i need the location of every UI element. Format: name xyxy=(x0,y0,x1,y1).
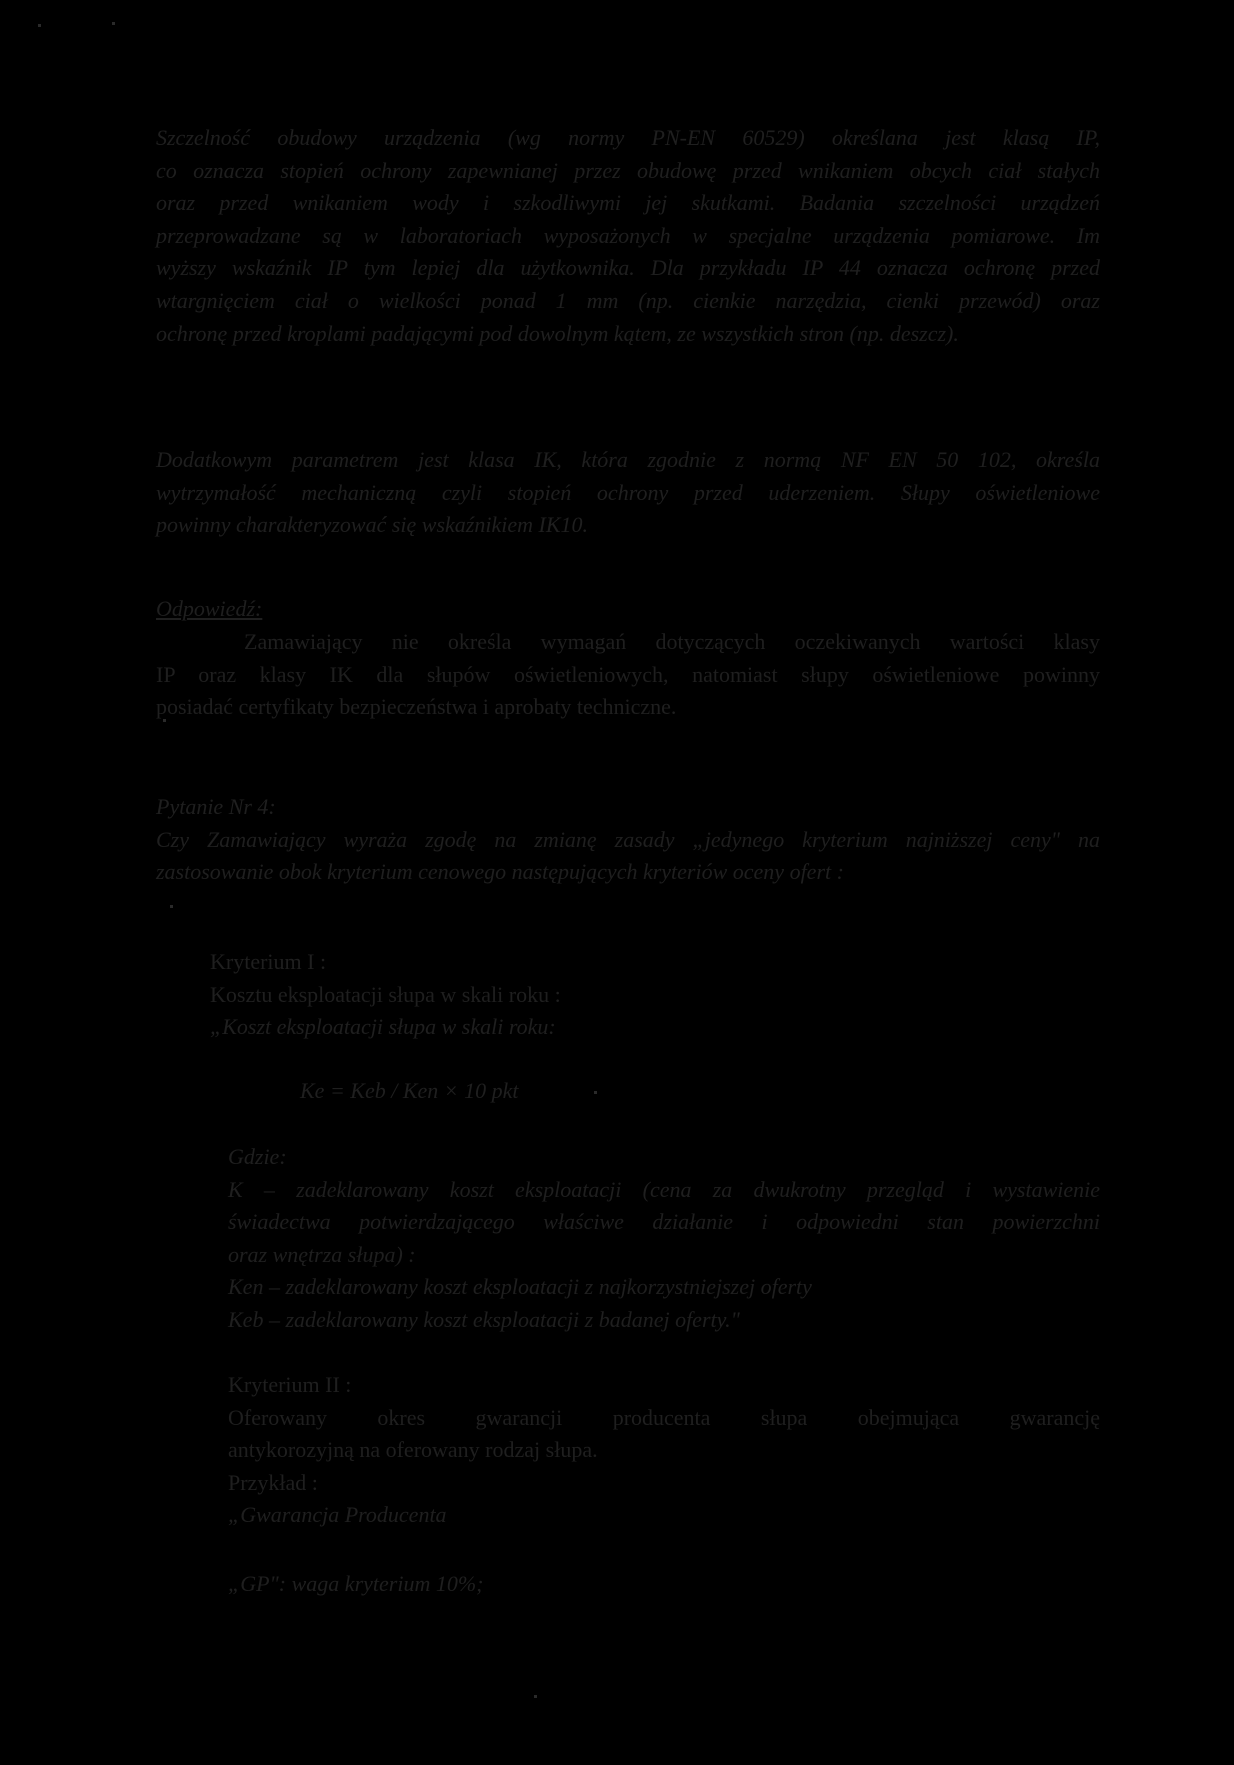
answer-label xyxy=(156,593,1100,626)
scan-speck xyxy=(594,1091,597,1094)
where-label: Gdzie: xyxy=(228,1144,287,1169)
criterion-2-weight xyxy=(228,1568,1100,1601)
text-line: Czy Zamawiający wyraża zgodę na zmianę zasady „jedynego kryterium najniższej ceny" na xyxy=(156,826,1100,852)
criterion-1-header xyxy=(210,946,1100,1044)
text-line: zastosowanie obok kryterium cenowego następujących kryteriów oceny ofert : xyxy=(156,859,844,885)
criterion-2 xyxy=(228,1369,1100,1532)
text-line: Zamawiający nie określa wymagań dotyczących oczekiwanych wartości klasy xyxy=(244,629,1100,654)
text-line: Dodatkowym parametrem jest klasa IK, która zgodnie z normą NF EN 50 102, określa xyxy=(156,447,1100,472)
example-quote: „Gwarancja Producenta xyxy=(228,1502,447,1528)
criterion-title: Kryterium I : xyxy=(210,949,327,974)
example-label: Przykład : xyxy=(228,1469,318,1495)
formula xyxy=(300,1075,900,1108)
definition-line: świadectwa potwierdzającego właściwe działanie i odpowiedni stan powierzchni xyxy=(228,1209,1100,1235)
criterion-subtitle: Kosztu eksploatacji słupa w skali roku : xyxy=(210,981,561,1007)
text-line: Oferowany okres gwarancji producenta słupa obejmująca gwarancję xyxy=(228,1404,1100,1430)
criterion-title: Kryterium II : xyxy=(228,1372,352,1397)
paragraph-ip-class xyxy=(156,122,1100,350)
definition-line: Ken – zadeklarowany koszt eksploatacji z najkorzystniejszej oferty xyxy=(228,1274,812,1300)
text-line: antykorozyjną na oferowany rodzaj słupa. xyxy=(228,1437,598,1463)
formula-text: Ke = Keb / Ken × 10 pkt xyxy=(300,1078,519,1103)
text-line: posiadać certyfikaty bezpieczeństwa i aprobaty techniczne. xyxy=(156,694,677,720)
scan-speck xyxy=(112,22,115,25)
scan-speck xyxy=(534,1695,537,1698)
text-line: przeprowadzane są w laboratoriach wyposażonych w specjalne urządzenia pomiarowe. Im xyxy=(156,222,1100,248)
text-line: IP oraz klasy IK dla słupów oświetleniowych, natomiast słupy oświetleniowe powinny xyxy=(156,661,1100,687)
definition-line: Keb – zadeklarowany koszt eksploatacji z badanej oferty." xyxy=(228,1306,740,1332)
scan-speck xyxy=(38,24,41,27)
criterion-quote: „Koszt eksploatacji słupa w skali roku: xyxy=(210,1014,556,1040)
definition-line: oraz wnętrza słupa) : xyxy=(228,1241,416,1267)
definition-line: K – zadeklarowany koszt eksploatacji (cena za dwukrotny przegląd i wystawienie xyxy=(228,1176,1100,1202)
answer-heading: Odpowiedź: xyxy=(156,596,263,621)
question-heading: Pytanie Nr 4: xyxy=(156,794,276,819)
criterion-1-definitions xyxy=(228,1141,1100,1337)
text-line: powinny charakteryzować się wskaźnikiem IK10. xyxy=(156,512,588,538)
text-line: wyższy wskaźnik IP tym lepiej dla użytkownika. Dla przykładu IP 44 oznacza ochronę przed xyxy=(156,255,1100,281)
answer-text xyxy=(156,626,1100,724)
text-line: co oznacza stopień ochrony zapewnianej przez obudowę przed wnikaniem obcych ciał stałych xyxy=(156,157,1100,183)
paragraph-ik-class xyxy=(156,444,1100,542)
text-line: Szczelność obudowy urządzenia (wg normy PN-EN 60529) określana jest klasą IP, xyxy=(156,125,1100,150)
question-4 xyxy=(156,791,1100,889)
text-line: ochronę przed kroplami padającymi pod dowolnym kątem, ze wszystkich stron (np. deszcz). xyxy=(156,320,959,346)
weight-text: „GP": waga kryterium 10%; xyxy=(228,1571,484,1596)
scan-speck xyxy=(163,719,166,722)
text-line: wtargnięciem ciał o wielkości ponad 1 mm (np. cienkie narzędzia, cienki przewód) oraz xyxy=(156,287,1100,313)
text-line: oraz przed wnikaniem wody i szkodliwymi jej skutkami. Badania szczelności urządzeń xyxy=(156,190,1100,216)
scan-speck xyxy=(170,905,173,908)
text-line: wytrzymałość mechaniczną czyli stopień ochrony przed uderzeniem. Słupy oświetleniowe xyxy=(156,479,1100,505)
